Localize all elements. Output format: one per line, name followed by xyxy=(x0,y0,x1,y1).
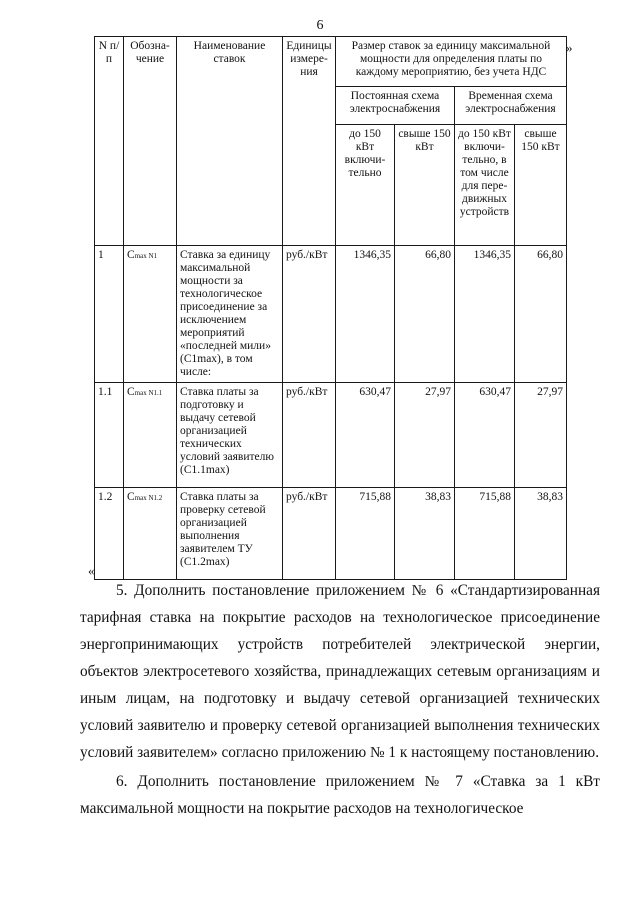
row-value-perm-up-to-150: 715,88 xyxy=(336,488,395,580)
page-number: 6 xyxy=(316,18,324,33)
row-num: 1.1 xyxy=(95,383,124,488)
row-value-perm-over-150: 38,83 xyxy=(395,488,455,580)
row-units: руб./кВт xyxy=(283,246,336,383)
row-num: 1 xyxy=(95,246,124,383)
header-temporary-scheme: Временная схема электроснабжения xyxy=(455,87,567,125)
row-num: 1.2 xyxy=(95,488,124,580)
row-value-perm-up-to-150: 630,47 xyxy=(336,383,395,488)
header-rate-size: Размер ставок за единицу максимальной мощности для определения платы по каждому мероприятию, без учета НДС xyxy=(336,37,567,87)
paragraph-5-text: 5. Дополнить постановление приложением № 6 «Стандартизированная тарифная ставка на покрытие расходов на технологическое присоединение энергопринимающих устройств потребителей электрической энергии, объектов электросетевого хозяйства, принадлежащих сетевым организациям и иным лицам, на подготовку и выдачу сетевой организацией технических условий заявителю и проверку сетевой организацией выполнения технических условий заявителем» согласно приложению № 1 к настоящему постановлению. xyxy=(80,582,600,761)
paragraph-6-text: 6. Дополнить постановление приложением № 7 «Ставка за 1 кВт максимальной мощности на покрытие расходов на технологическое xyxy=(80,773,600,817)
row-units: руб./кВт xyxy=(283,383,336,488)
rates-table xyxy=(94,36,567,580)
row-designation: Cmax N1 xyxy=(124,246,177,383)
row-value-temp-up-to-150: 1346,35 xyxy=(455,246,515,383)
row-value-temp-over-150: 38,83 xyxy=(515,488,567,580)
row-name: Ставка платы за подготовку и выдачу сетевой организацией технических условий заявителю (C1.1max) xyxy=(177,383,283,488)
table-row xyxy=(95,246,567,383)
header-perm-over-150: свыше 150 кВт xyxy=(395,125,455,246)
header-name: Наименование ставок xyxy=(177,37,283,246)
row-designation: Cmax N1.2 xyxy=(124,488,177,580)
header-designation: Обозна-чение xyxy=(124,37,177,246)
header-units: Единицы измере-ния xyxy=(283,37,336,246)
row-name: Ставка за единицу максимальной мощности за технологическое присоединение за исключением мероприятий «последней мили» (C1max), в том числе: xyxy=(177,246,283,383)
row-designation: Cmax N1.1 xyxy=(124,383,177,488)
row-value-temp-over-150: 66,80 xyxy=(515,246,567,383)
row-value-perm-up-to-150: 1346,35 xyxy=(336,246,395,383)
closing-quote: » xyxy=(566,40,573,55)
row-value-perm-over-150: 66,80 xyxy=(395,246,455,383)
table-row xyxy=(95,488,567,580)
row-value-perm-over-150: 27,97 xyxy=(395,383,455,488)
header-temp-over-150: свыше 150 кВт xyxy=(515,125,567,246)
table-row xyxy=(95,383,567,488)
header-perm-up-to-150: до 150 кВт включи-тельно xyxy=(336,125,395,246)
header-num: N п/п xyxy=(95,37,124,246)
row-value-temp-up-to-150: 630,47 xyxy=(455,383,515,488)
header-permanent-scheme: Постоянная схема электроснабжения xyxy=(336,87,455,125)
row-value-temp-over-150: 27,97 xyxy=(515,383,567,488)
paragraph-5 xyxy=(80,577,600,766)
opening-quote: « xyxy=(88,563,95,578)
row-name: Ставка платы за проверку сетевой организацией выполнения заявителем ТУ (C1.2max) xyxy=(177,488,283,580)
header-temp-up-to-150: до 150 кВт включи-тельно, в том числе для пере-движных устройств xyxy=(455,125,515,246)
paragraph-6 xyxy=(80,768,600,822)
row-value-temp-up-to-150: 715,88 xyxy=(455,488,515,580)
row-units: руб./кВт xyxy=(283,488,336,580)
